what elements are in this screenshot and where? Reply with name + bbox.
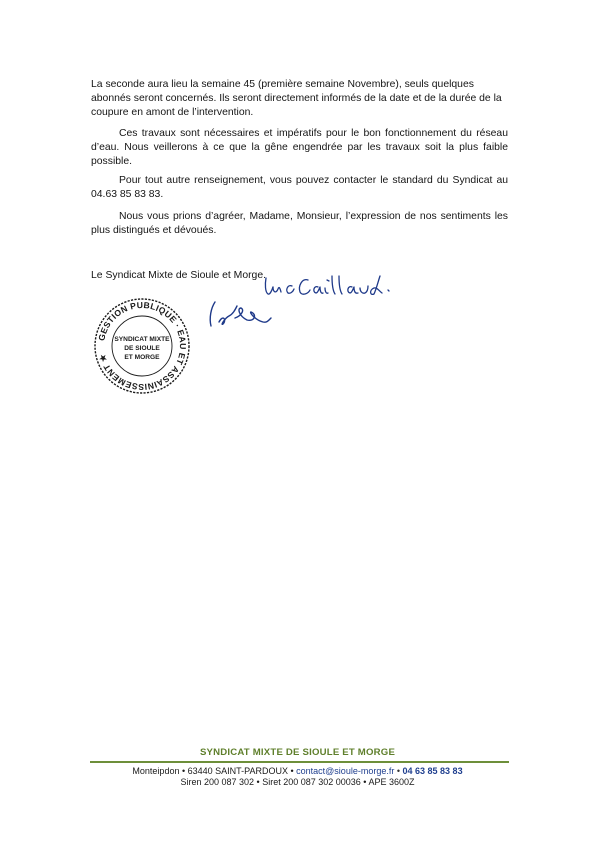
handwritten-signature [262, 272, 422, 302]
footer-divider [90, 761, 509, 763]
paragraph-contact-info: Pour tout autre renseignement, vous pouvez contacter le standard du Syndicat au 04.63 85 83 83. [91, 175, 508, 201]
sender-line: Le Syndicat Mixte de Sioule et Morge. [91, 270, 267, 281]
footer-contact-line [0, 766, 595, 776]
footer-title: SYNDICAT MIXTE DE SIOULE ET MORGE [199, 747, 396, 758]
paragraph-works-necessity: Ces travaux sont nécessaires et impératifs pour le bon fonctionnement du réseau d’eau. Nous veillerons à ce que la gêne engendrée par les travaux soit la plus faible possible. [91, 128, 508, 168]
signature-scribble [205, 296, 275, 332]
footer-legal-ids: Siren 200 087 302 • Siret 200 087 302 00036 • APE 3600Z [180, 777, 415, 787]
paragraph-second-outage: La seconde aura lieu la semaine 45 (première semaine Novembre), seuls quelques abonnés seront concernés. Ils seront directement informés de la date et de la durée de la coupure en amont de l’intervention. [91, 79, 502, 119]
paragraph-closing-formula: Nous vous prions d’agréer, Madame, Monsieur, l’expression de nos sentiments les plus distingués et dévoués. [91, 211, 508, 237]
svg-text:DE SIOULE: DE SIOULE [124, 345, 160, 352]
syndicate-stamp [92, 296, 192, 396]
footer-email-link[interactable]: contact@sioule-morge.fr [296, 766, 395, 776]
svg-text:GESTION PUBLIQUE · EAU ET ASSA: GESTION PUBLIQUE · EAU ET ASSAINISSEMENT ★ [96, 299, 189, 393]
svg-text:SYNDICAT MIXTE: SYNDICAT MIXTE [114, 336, 170, 343]
footer-address: Monteipdon • 63440 SAINT-PARDOUX • [132, 766, 294, 776]
footer-phone: 04 63 85 83 83 [402, 766, 463, 776]
svg-text:ET MORGE: ET MORGE [124, 354, 160, 361]
footer-separator: • [396, 766, 403, 776]
